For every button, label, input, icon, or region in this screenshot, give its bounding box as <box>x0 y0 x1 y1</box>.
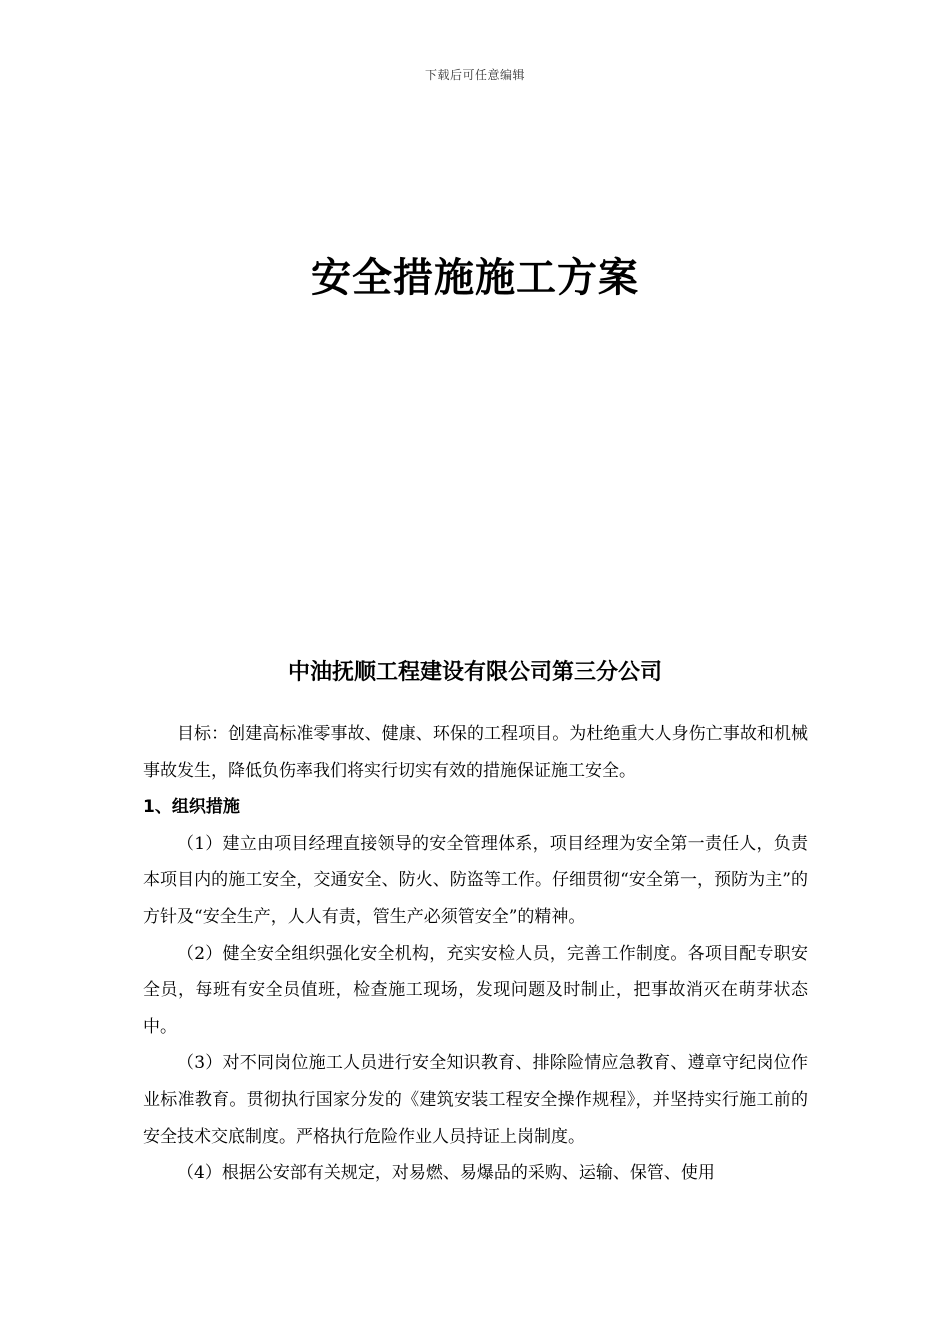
company-name: 中油抚顺工程建设有限公司第三分公司 <box>287 660 662 685</box>
document-title: 安全措施施工方案 <box>311 254 639 301</box>
document-body <box>143 716 808 1192</box>
measure-item-2: （2）健全安全组织强化安全机构，充实安检人员，完善工作制度。各项目配专职安全员，每班有安全员值班，检查施工现场，发现问题及时制止，把事故消灭在萌芽状态中。 <box>143 943 808 1037</box>
intro-paragraph: 目标：创建高标准零事故、健康、环保的工程项目。为杜绝重大人身伤亡事故和机械事故发生，降低负伤率我们将实行切实有效的措施保证施工安全。 <box>143 724 808 781</box>
measure-item-4: （4）根据公安部有关规定，对易燃、易爆品的采购、运输、保管、使用 <box>177 1163 715 1184</box>
header-note: 下载后可任意编辑 <box>424 68 525 82</box>
measure-item-3: （3）对不同岗位施工人员进行安全知识教育、排除险情应急教育、遵章守纪岗位作业标准教育。贯彻执行国家分发的《建筑安装工程安全操作规程》，并坚持实行施工前的安全技术交底制度。严格执行危险作业人员持证上岗制度。 <box>143 1053 808 1147</box>
section-heading: 1、组织措施 <box>143 797 240 818</box>
measure-item-1: （1）建立由项目经理直接领导的安全管理体系，项目经理为安全第一责任人，负责本项目内的施工安全，交通安全、防火、防盗等工作。仔细贯彻“安全第一，预防为主”的方针及“安全生产，人人有责，管生产必须管安全”的精神。 <box>143 833 808 927</box>
